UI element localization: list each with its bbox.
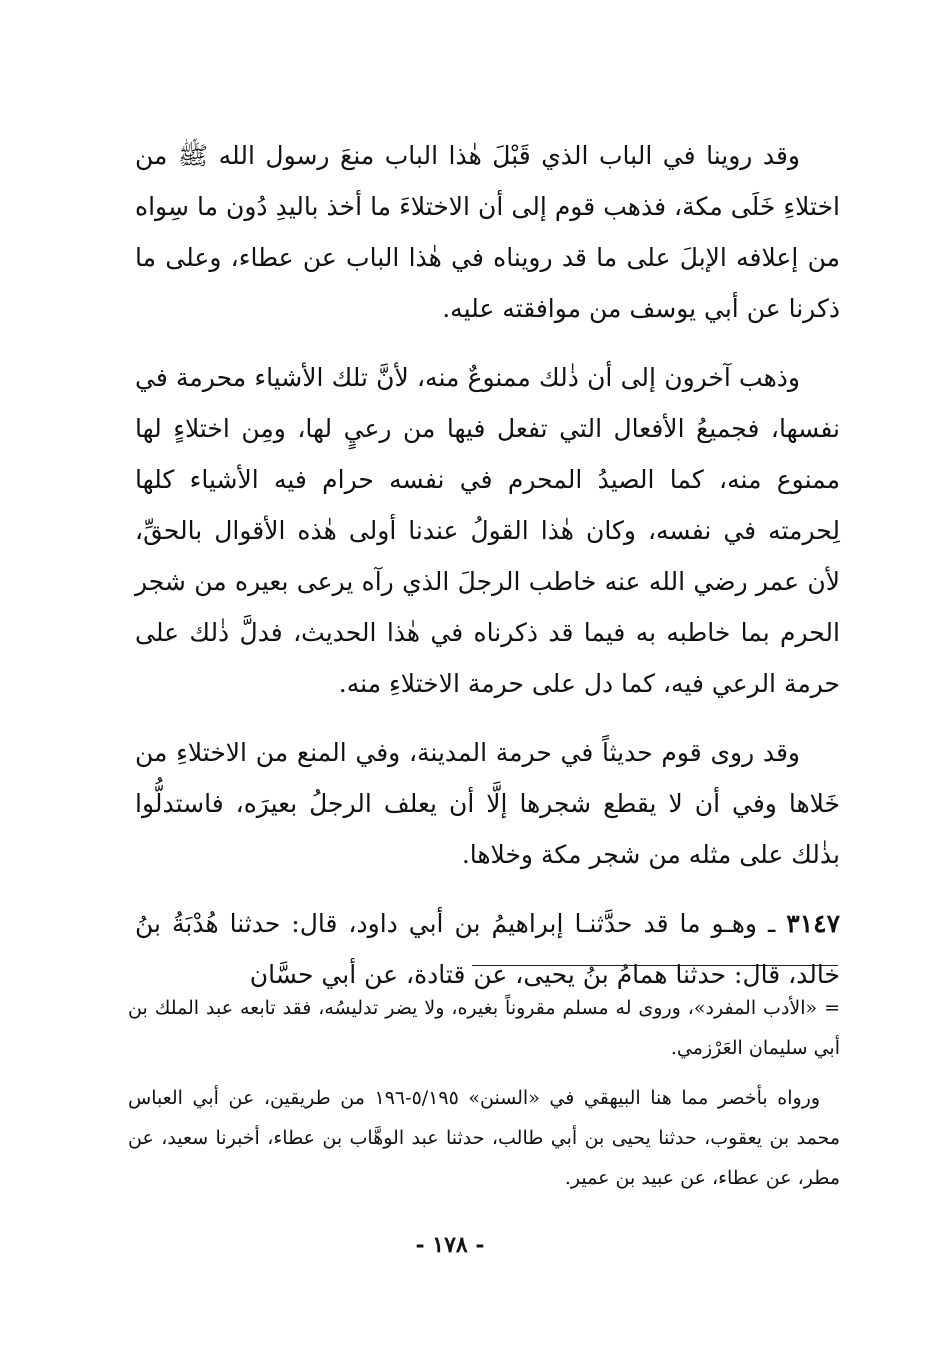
hadith-paragraph — [135, 898, 840, 1000]
footnote-separator — [472, 965, 838, 966]
hadith-number: ٣١٤٧ — [786, 909, 840, 938]
hadith-text: ـ وهـو ما قد حدَّثنـا إبراهيمُ بن أبي داود، قال: حدثنا هُدْبَةُ بنُ خالد، قال: حدثنا همامُ بنُ يحيى، عن قتادة، عن أبي حسَّان — [135, 909, 840, 989]
paragraph-1: وقد روينا في الباب الذي قَبْلَ هٰذا الباب منعَ رسول الله ﷺ من اختلاءِ خَلَى مكة، فذهب قوم إلى أن الاختلاءَ ما أخذ باليدِ دُون ما سِواه من إعلافه الإبلَ على ما قد رويناه في هٰذا الباب عن عطاء، وعلى ما ذكرنا عن أبي يوسف من موافقته عليه. — [135, 141, 840, 323]
paragraph-2: وذهب آخرون إلى أن ذٰلك ممنوعٌ منه، لأنَّ تلك الأشياء محرمة في نفسها، فجميعُ الأفعال التي تفعل فيها من رعيٍ لها، ومِن اختلاءٍ لها ممنوع منه، كما الصيدُ المحرم في نفسه حرام فيه الأشياء كلها لِحرمته في نفسه، وكان هٰذا القولُ عندنا أولى هٰذه الأقوال بالحقِّ، لأن عمر رضي الله عنه خاطب الرجلَ الذي رآه يرعى بعيره من شجر الحرم بما خاطبه به فيما قد ذكرناه في هٰذا الحديث، فدلَّ ذٰلك على حرمة الرعي فيه، كما دل على حرمة الاختلاءِ منه. — [135, 363, 840, 698]
page-number: - ١٧٨ - — [415, 1232, 485, 1258]
main-text-body — [135, 130, 840, 1018]
paragraph-3: وقد روى قوم حديثاً في حرمة المدينة، وفي المنع من الاختلاءِ من خَلاها وفي أن لا يقطع شجرها إلَّا أن يعلف الرجلُ بعيرَه، فاستدلُّوا بذٰلك على مثله من شجر مكة وخلاها. — [135, 738, 840, 869]
footnote-continuation: = «الأدب المفرد»، وروى له مسلم مقروناً بغيره، ولا يضر تدليسُه، فقد تابعه عبد الملك بن أبي سليمان العَرْزمي. — [128, 997, 840, 1059]
footnote-item: ورواه بأخصر مما هنا البيهقي في «السنن» ٥/١٩٥-١٩٦ من طريقين، عن أبي العباس محمد بن يعقوب، حدثنا يحيى بن أبي طالب، حدثنا عبد الوهَّاب بن عطاء، أخبرنا سعيد، عن مطر، عن عطاء، عن عبيد بن عمير. — [128, 1087, 840, 1189]
footnotes — [128, 988, 840, 1208]
